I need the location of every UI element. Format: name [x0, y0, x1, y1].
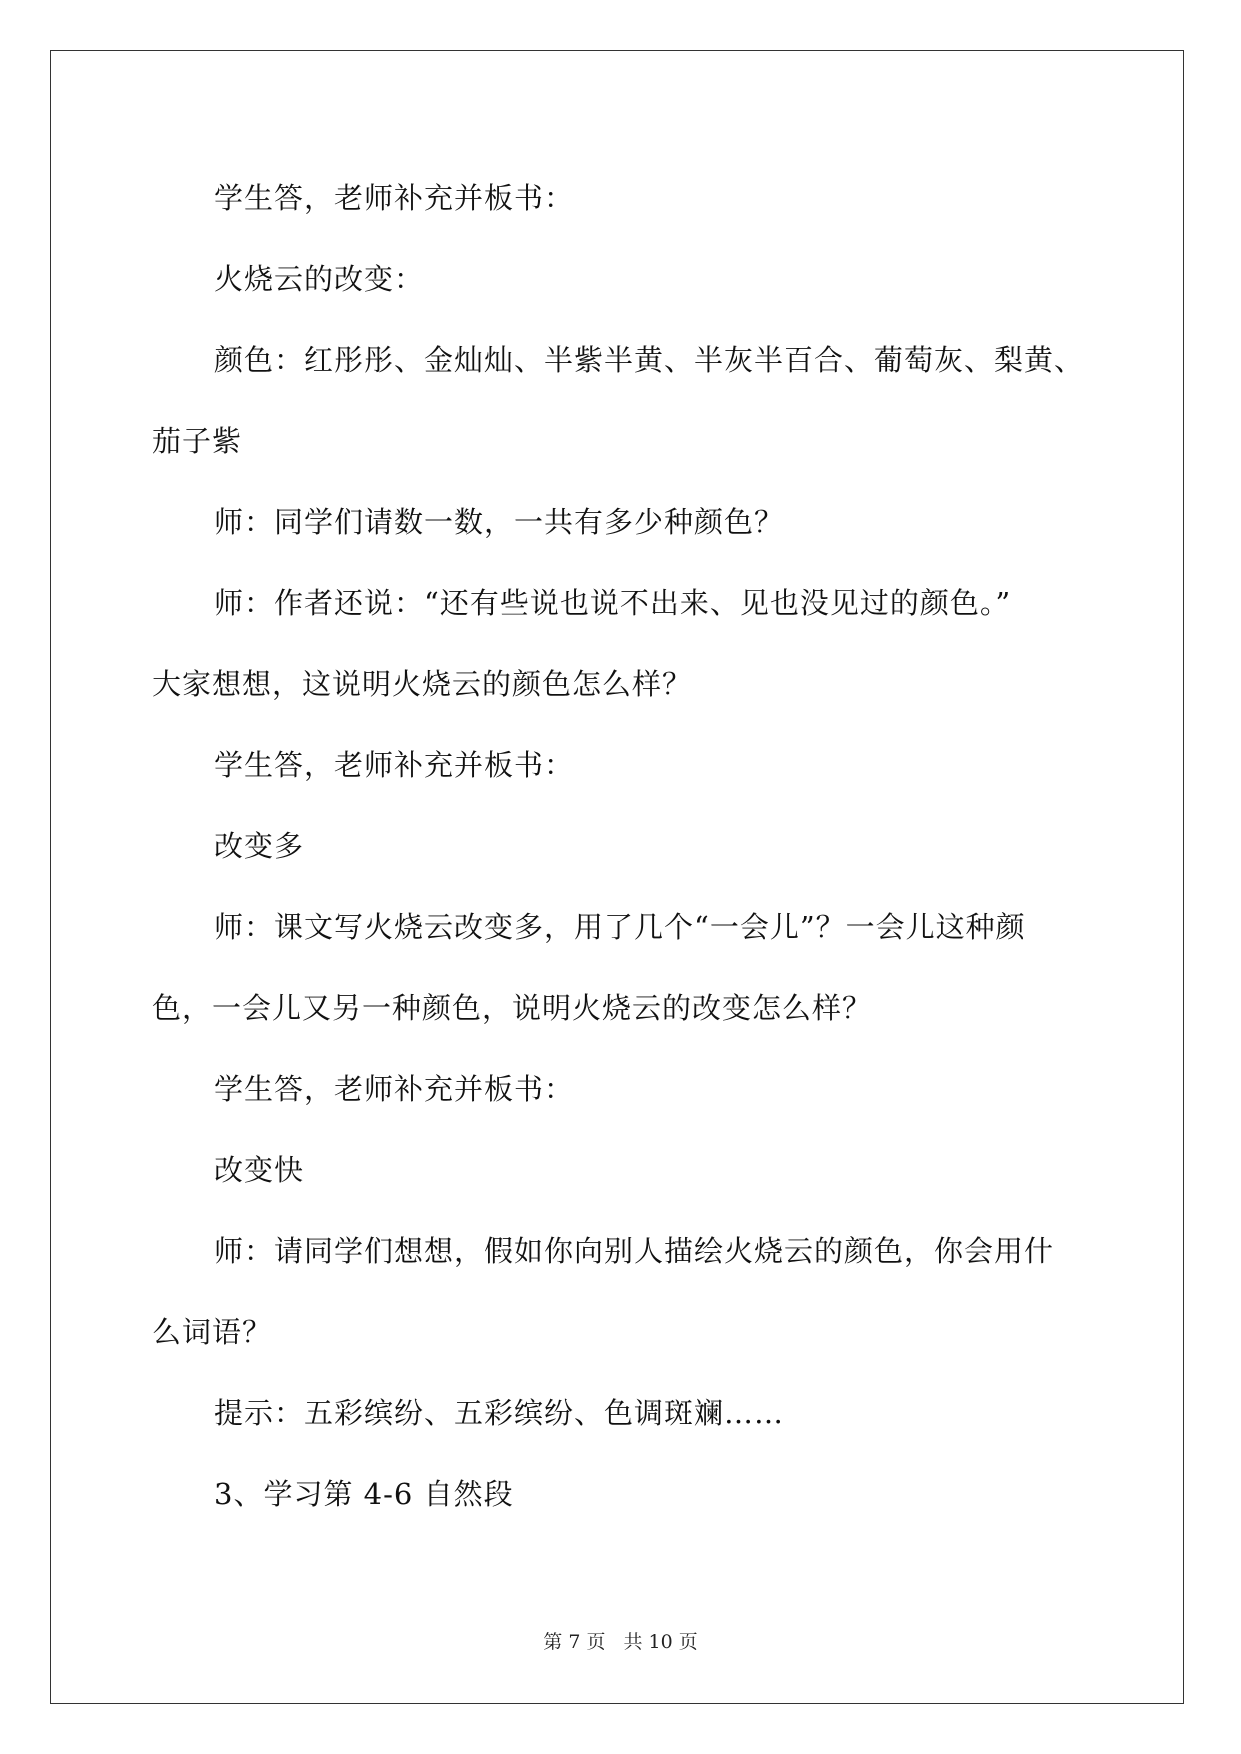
- page-footer: [0, 1627, 1241, 1654]
- paragraph: 学生答，老师补充并板书：: [214, 1072, 575, 1106]
- paragraph: 师：课文写火烧云改变多，用了几个“一会儿”？一会儿这种颜: [214, 910, 1026, 944]
- page-total: 共 10 页: [623, 1631, 698, 1653]
- section-heading: 3、学习第 4-6 自然段: [214, 1477, 514, 1511]
- paragraph: 改变快: [214, 1153, 305, 1187]
- paragraph: 师：同学们请数一数，一共有多少种颜色？: [214, 505, 785, 539]
- paragraph: 学生答，老师补充并板书：: [214, 748, 575, 782]
- paragraph: 师：请同学们想想，假如你向别人描绘火烧云的颜色，你会用什: [214, 1234, 1055, 1268]
- paragraph: 提示：五彩缤纷、五彩缤纷、色调斑斓……: [214, 1396, 785, 1430]
- paragraph: 改变多: [214, 829, 305, 863]
- paragraph: 颜色：红彤彤、金灿灿、半紫半黄、半灰半百合、葡萄灰、梨黄、: [214, 343, 1085, 377]
- paragraph: 师：作者还说：“还有些说也说不出来、见也没见过的颜色。”: [214, 586, 1012, 620]
- paragraph: 学生答，老师补充并板书：: [214, 181, 575, 215]
- paragraph-continuation: 色，一会儿又另一种颜色，说明火烧云的改变怎么样？: [152, 991, 873, 1025]
- document-body: [152, 158, 1112, 1535]
- paragraph-continuation: 大家想想，这说明火烧云的颜色怎么样？: [152, 667, 693, 701]
- paragraph: 火烧云的改变：: [214, 262, 425, 296]
- page-number: 第 7 页: [543, 1631, 606, 1653]
- paragraph-continuation: 么词语？: [152, 1315, 273, 1349]
- paragraph-continuation: 茄子紫: [152, 424, 243, 458]
